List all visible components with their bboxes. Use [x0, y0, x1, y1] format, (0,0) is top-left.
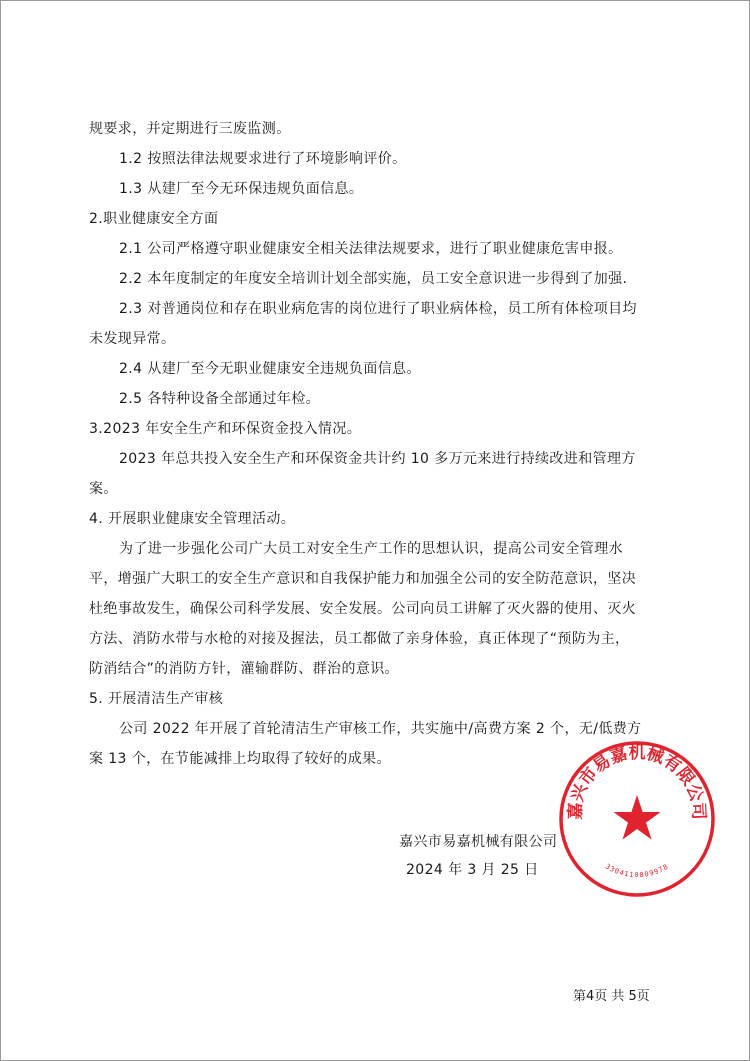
section-heading: 2.职业健康安全方面: [89, 211, 219, 227]
text-line: 为了进一步强化公司广大员工对安全生产工作的思想认识，提高公司安全管理水: [119, 541, 623, 557]
text-line: 规要求，并定期进行三废监测。: [89, 121, 291, 137]
text-line: 防消结合”的消防方针，灌输群防、群治的意识。: [89, 661, 400, 677]
text-line: 未发现异常。: [89, 331, 176, 347]
page-number: 第4页 共 5页: [573, 989, 650, 1004]
text-line: 方法、消防水带与水枪的对接及握法，员工都做了亲身体验，真正体现了“预防为主，: [89, 631, 630, 647]
section-heading: 3.2023 年安全生产和环保资金投入情况。: [89, 421, 362, 437]
text-line: 2.4 从建厂至今无职业健康安全违规负面信息。: [119, 361, 421, 377]
signature-company: 嘉兴市易嘉机械有限公司: [399, 834, 558, 850]
company-seal-icon: [557, 739, 717, 899]
text-line: 1.2 按照法律法规要求进行了环境影响评价。: [119, 151, 407, 167]
svg-text:3304110009978: 3304110009978: [603, 862, 671, 880]
body-text: [89, 119, 669, 779]
text-line: 案 13 个，在节能减排上均取得了较好的成果。: [89, 751, 391, 767]
text-line: 案。: [89, 481, 118, 497]
section-heading: 5. 开展清洁生产审核: [89, 691, 224, 707]
text-line: 平，增强广大职工的安全生产意识和自我保护能力和加强全公司的安全防范意识，坚决: [89, 571, 637, 587]
text-line: 2.1 公司严格遵守职业健康安全相关法律法规要求，进行了职业健康危害申报。: [119, 241, 623, 257]
signature-date: 2024 年 3 月 25 日: [406, 862, 539, 878]
section-heading: 4. 开展职业健康安全管理活动。: [89, 511, 296, 527]
text-line: 2.5 各特种设备全部通过年检。: [119, 391, 321, 407]
text-line: 2.3 对普通岗位和存在职业病危害的岗位进行了职业病体检，员工所有体检项目均: [119, 301, 637, 317]
text-line: 2.2 本年度制定的年度安全培训计划全部实施，员工安全意识进一步得到了加强.: [119, 271, 628, 287]
text-line: 1.3 从建厂至今无环保违规负面信息。: [119, 181, 364, 197]
text-line: 公司 2022 年开展了首轮清洁生产审核工作，共实施中/高费方案 2 个，无/低费方: [119, 721, 642, 737]
text-line: 2023 年总共投入安全生产和环保资金共计约 10 多万元来进行持续改进和管理方: [119, 451, 636, 467]
svg-text:嘉兴市易嘉机械有限公司: 嘉兴市易嘉机械有限公司: [565, 743, 709, 821]
text-line: 杜绝事故发生，确保公司科学发展、安全发展。公司向员工讲解了灭火器的使用、灭火: [89, 601, 637, 617]
